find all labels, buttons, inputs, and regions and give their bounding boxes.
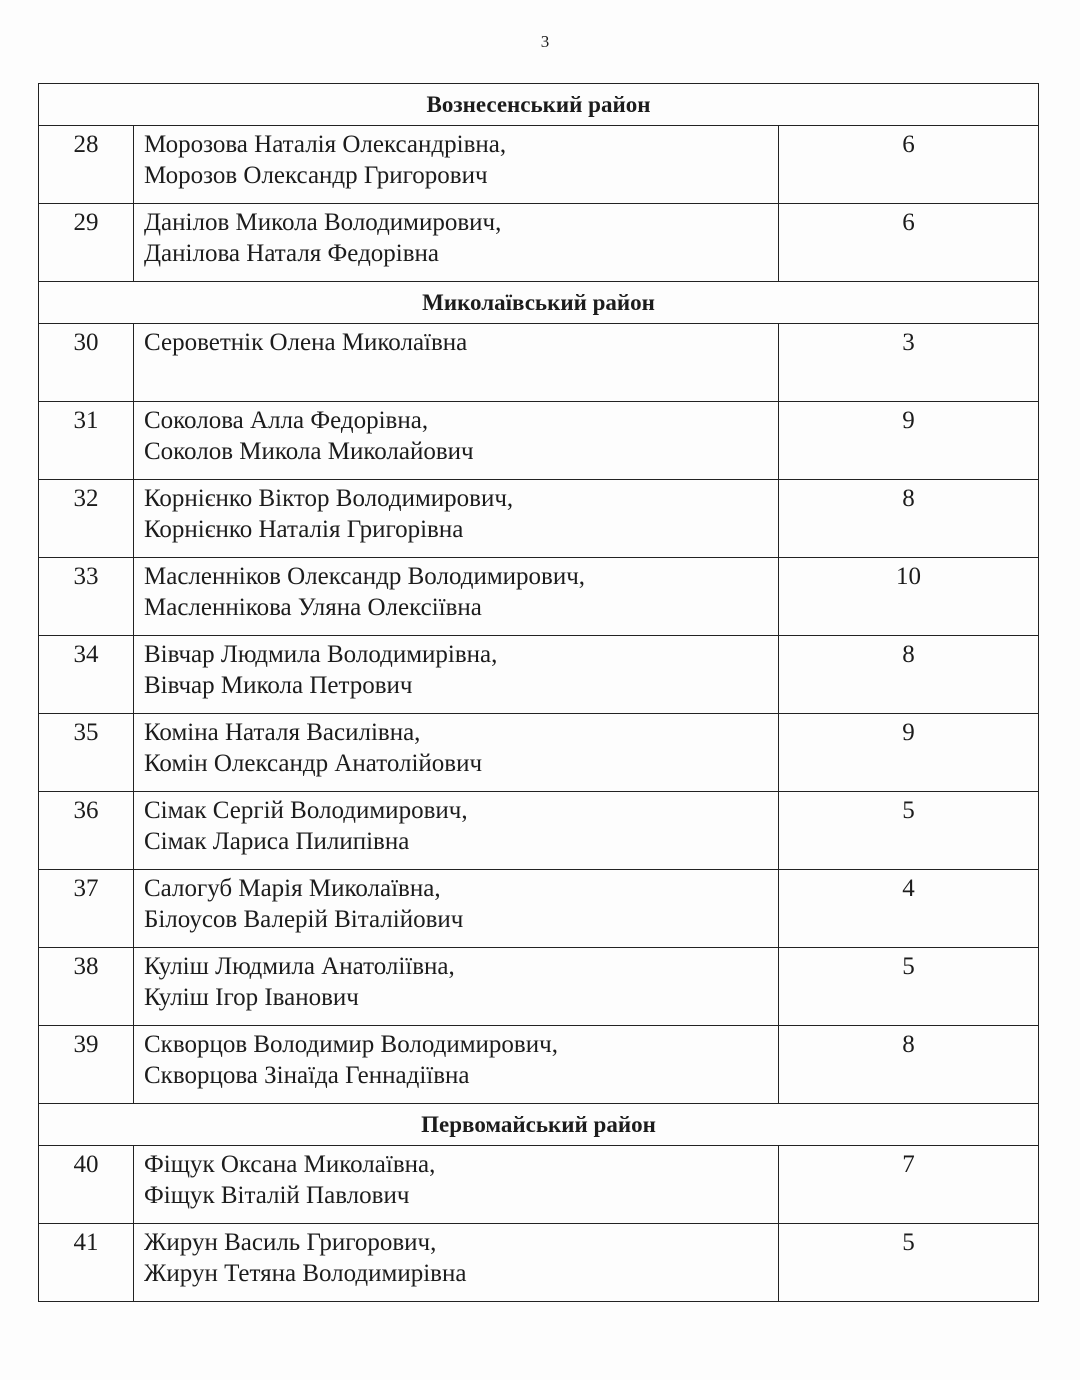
count-cell: 8 (779, 636, 1039, 714)
registry-table (38, 83, 1039, 1302)
row-number: 30 (39, 324, 134, 402)
row-number: 33 (39, 558, 134, 636)
name-line: Салогуб Марія Миколаївна, (144, 875, 441, 902)
name-line: Фіщук Віталій Павлович (144, 1182, 410, 1209)
name-line: Морозов Олександр Григорович (144, 162, 488, 189)
names-cell (134, 636, 779, 714)
name-line: Масленнікова Уляна Олексіївна (144, 594, 482, 621)
count-cell: 3 (779, 324, 1039, 402)
section-header-row (39, 1104, 1039, 1146)
row-number: 31 (39, 402, 134, 480)
table-row (39, 792, 1039, 870)
table-row (39, 636, 1039, 714)
name-line: Жирун Тетяна Володимирівна (144, 1260, 467, 1287)
name-line: Вівчар Людмила Володимирівна, (144, 641, 498, 668)
section-header-row (39, 84, 1039, 126)
name-line: Скворцова Зінаїда Геннадіївна (144, 1062, 470, 1089)
names-cell (134, 870, 779, 948)
name-line: Куліш Ігор Іванович (144, 984, 359, 1011)
table-row (39, 558, 1039, 636)
table-row (39, 1224, 1039, 1302)
section-title: Первомайський район (39, 1104, 1039, 1146)
name-line: Данілова Наталя Федорівна (144, 240, 440, 267)
table-row (39, 480, 1039, 558)
section-title: Вознесенський район (39, 84, 1039, 126)
names-cell (134, 324, 779, 402)
page-number: 3 (540, 32, 550, 51)
name-line: Комін Олександр Анатолійович (144, 750, 483, 777)
names-cell (134, 714, 779, 792)
name-line: Данілов Микола Володимирович, (144, 209, 502, 236)
name-line: Морозова Наталія Олександрівна, (144, 131, 507, 158)
table-row (39, 204, 1039, 282)
table-row (39, 948, 1039, 1026)
name-line: Куліш Людмила Анатоліївна, (144, 953, 455, 980)
count-cell: 8 (779, 480, 1039, 558)
table-row (39, 126, 1039, 204)
count-cell: 10 (779, 558, 1039, 636)
row-number: 29 (39, 204, 134, 282)
names-cell (134, 126, 779, 204)
table-row (39, 714, 1039, 792)
count-cell: 6 (779, 126, 1039, 204)
name-line: Скворцов Володимир Володимирович, (144, 1031, 558, 1058)
name-line: Соколов Микола Миколайович (144, 438, 474, 465)
row-number: 34 (39, 636, 134, 714)
names-cell (134, 480, 779, 558)
count-cell: 5 (779, 1224, 1039, 1302)
row-number: 32 (39, 480, 134, 558)
count-cell: 8 (779, 1026, 1039, 1104)
table-row (39, 402, 1039, 480)
count-cell: 5 (779, 792, 1039, 870)
table-row (39, 1026, 1039, 1104)
name-line: Масленніков Олександр Володимирович, (144, 563, 586, 590)
row-number: 38 (39, 948, 134, 1026)
name-line: Сімак Сергій Володимирович, (144, 797, 468, 824)
row-number: 41 (39, 1224, 134, 1302)
name-line: Корнієнко Віктор Володимирович, (144, 485, 514, 512)
section-title: Миколаївський район (39, 282, 1039, 324)
row-number: 35 (39, 714, 134, 792)
names-cell (134, 402, 779, 480)
table-row (39, 870, 1039, 948)
registry-table-body (39, 84, 1039, 1302)
names-cell (134, 1146, 779, 1224)
count-cell: 9 (779, 402, 1039, 480)
row-number: 40 (39, 1146, 134, 1224)
count-cell: 9 (779, 714, 1039, 792)
names-cell (134, 792, 779, 870)
names-cell (134, 558, 779, 636)
names-cell (134, 204, 779, 282)
name-line: Соколова Алла Федорівна, (144, 407, 429, 434)
row-number: 37 (39, 870, 134, 948)
name-line: Вівчар Микола Петрович (144, 672, 413, 699)
row-number: 28 (39, 126, 134, 204)
name-line: Білоусов Валерій Віталійович (144, 906, 464, 933)
row-number: 36 (39, 792, 134, 870)
names-cell (134, 948, 779, 1026)
name-line: Фіщук Оксана Миколаївна, (144, 1151, 436, 1178)
row-number: 39 (39, 1026, 134, 1104)
name-line: Сероветнік Олена Миколаївна (144, 329, 468, 356)
count-cell: 6 (779, 204, 1039, 282)
names-cell (134, 1224, 779, 1302)
count-cell: 7 (779, 1146, 1039, 1224)
section-header-row (39, 282, 1039, 324)
name-line: Коміна Наталя Василівна, (144, 719, 421, 746)
name-line: Жирун Василь Григорович, (144, 1229, 437, 1256)
names-cell (134, 1026, 779, 1104)
name-line: Сімак Лариса Пилипівна (144, 828, 410, 855)
table-row (39, 1146, 1039, 1224)
count-cell: 4 (779, 870, 1039, 948)
table-row (39, 324, 1039, 402)
name-line: Корнієнко Наталія Григорівна (144, 516, 464, 543)
count-cell: 5 (779, 948, 1039, 1026)
